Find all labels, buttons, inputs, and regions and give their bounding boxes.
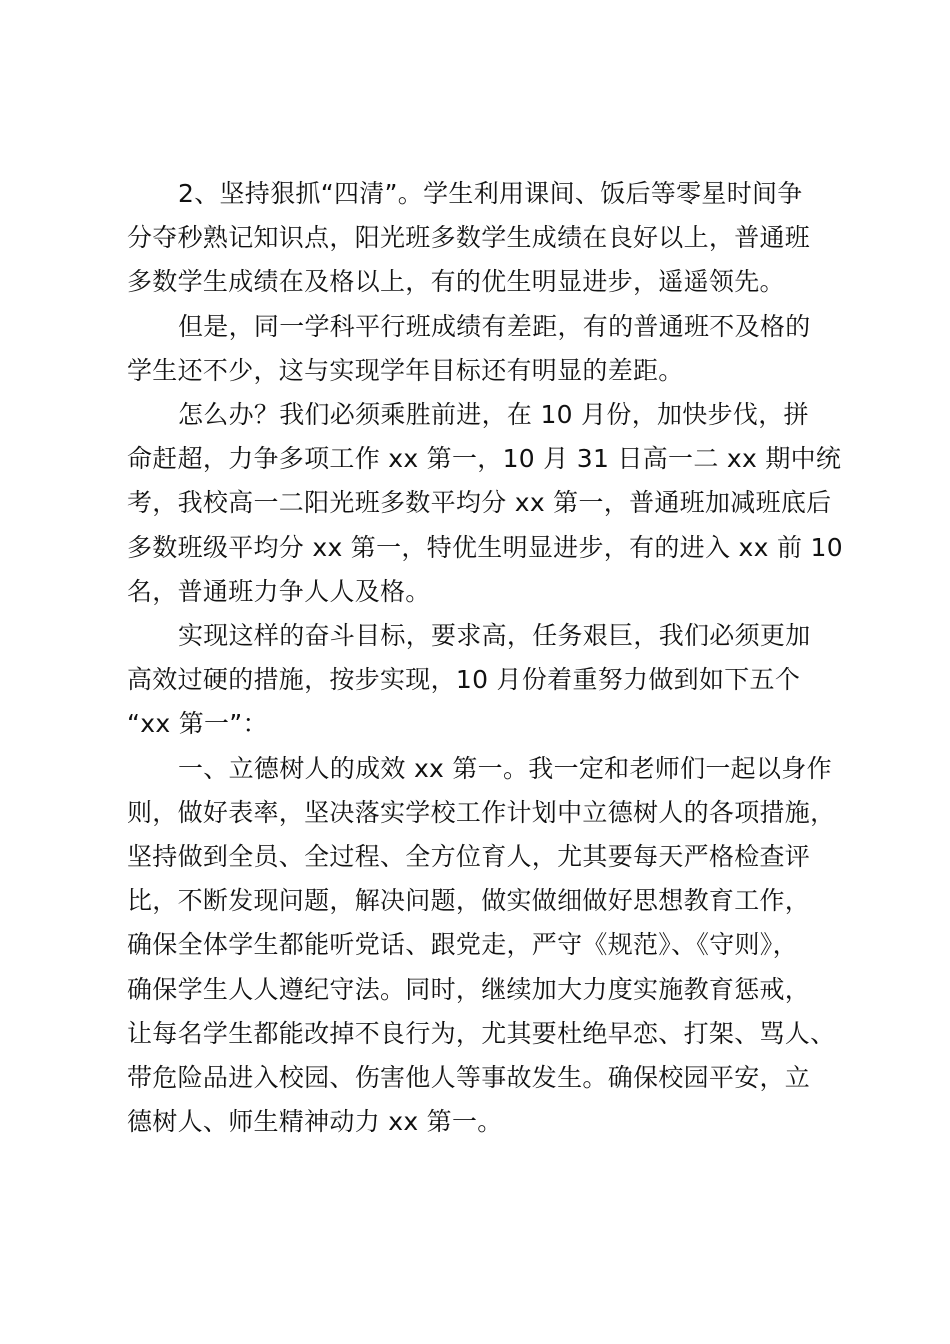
- text-line: 则，做好表率，坚决落实学校工作计划中立德树人的各项措施，: [127, 797, 836, 827]
- text-line: 多数班级平均分 xx 第一，特优生明显进步，有的进入 xx 前 10: [127, 532, 843, 562]
- text-line: 多数学生成绩在及格以上，有的优生明显进步，遥遥领先。: [127, 267, 785, 297]
- text-line: 2、坚持狠抓“四清”。学生利用课间、饭后等零星时间争: [178, 179, 803, 208]
- text-line: “xx 第一”：: [127, 709, 268, 739]
- text-line: 让每名学生都能改掉不良行为，尤其要杜绝早恋、打架、骂人、: [127, 1018, 836, 1048]
- paragraph-goals: [127, 614, 832, 747]
- paragraph-gap: [127, 305, 832, 393]
- paragraph-moral-education: [127, 747, 836, 1145]
- text-line: 分夺秒熟记知识点，阳光班多数学生成绩在良好以上，普通班: [127, 223, 811, 253]
- text-line: 怎么办？我们必须乘胜前进，在 10 月份，加快步伐，拼: [178, 400, 809, 430]
- document-body: [127, 172, 843, 1144]
- text-line: 考，我校高一二阳光班多数平均分 xx 第一，普通班加减班底后: [127, 488, 832, 518]
- text-line: 学生还不少，这与实现学年目标还有明显的差距。: [127, 355, 684, 385]
- text-line: 带危险品进入校园、伤害他人等事故发生。确保校园平安，立: [127, 1063, 811, 1093]
- text-line: 比，不断发现问题，解决问题，做实做细做好思想教育工作，: [127, 886, 811, 916]
- text-line: 确保全体学生都能听党话、跟党走，严守《规范》、《守则》，: [127, 930, 798, 960]
- text-line: 德树人、师生精神动力 xx 第一。: [127, 1107, 503, 1137]
- text-line: 高效过硬的措施，按步实现，10 月份着重努力做到如下五个: [127, 665, 801, 695]
- text-line: 实现这样的奋斗目标，要求高，任务艰巨，我们必须更加: [178, 621, 811, 651]
- paragraph-what-to-do: [127, 393, 843, 614]
- paragraph-four-clears: [127, 172, 832, 305]
- text-line: 名，普通班力争人人及格。: [127, 576, 431, 606]
- text-line: 确保学生人人遵纪守法。同时，继续加大力度实施教育惩戒，: [127, 974, 811, 1004]
- text-line: 坚持做到全员、全过程、全方位育人，尤其要每天严格检查评: [127, 842, 811, 872]
- text-line: 一、立德树人的成效 xx 第一。我一定和老师们一起以身作: [178, 753, 832, 783]
- text-line: 但是，同一学科平行班成绩有差距，有的普通班不及格的: [178, 311, 811, 341]
- text-line: 命赶超，力争多项工作 xx 第一，10 月 31 日高一二 xx 期中统: [127, 444, 842, 474]
